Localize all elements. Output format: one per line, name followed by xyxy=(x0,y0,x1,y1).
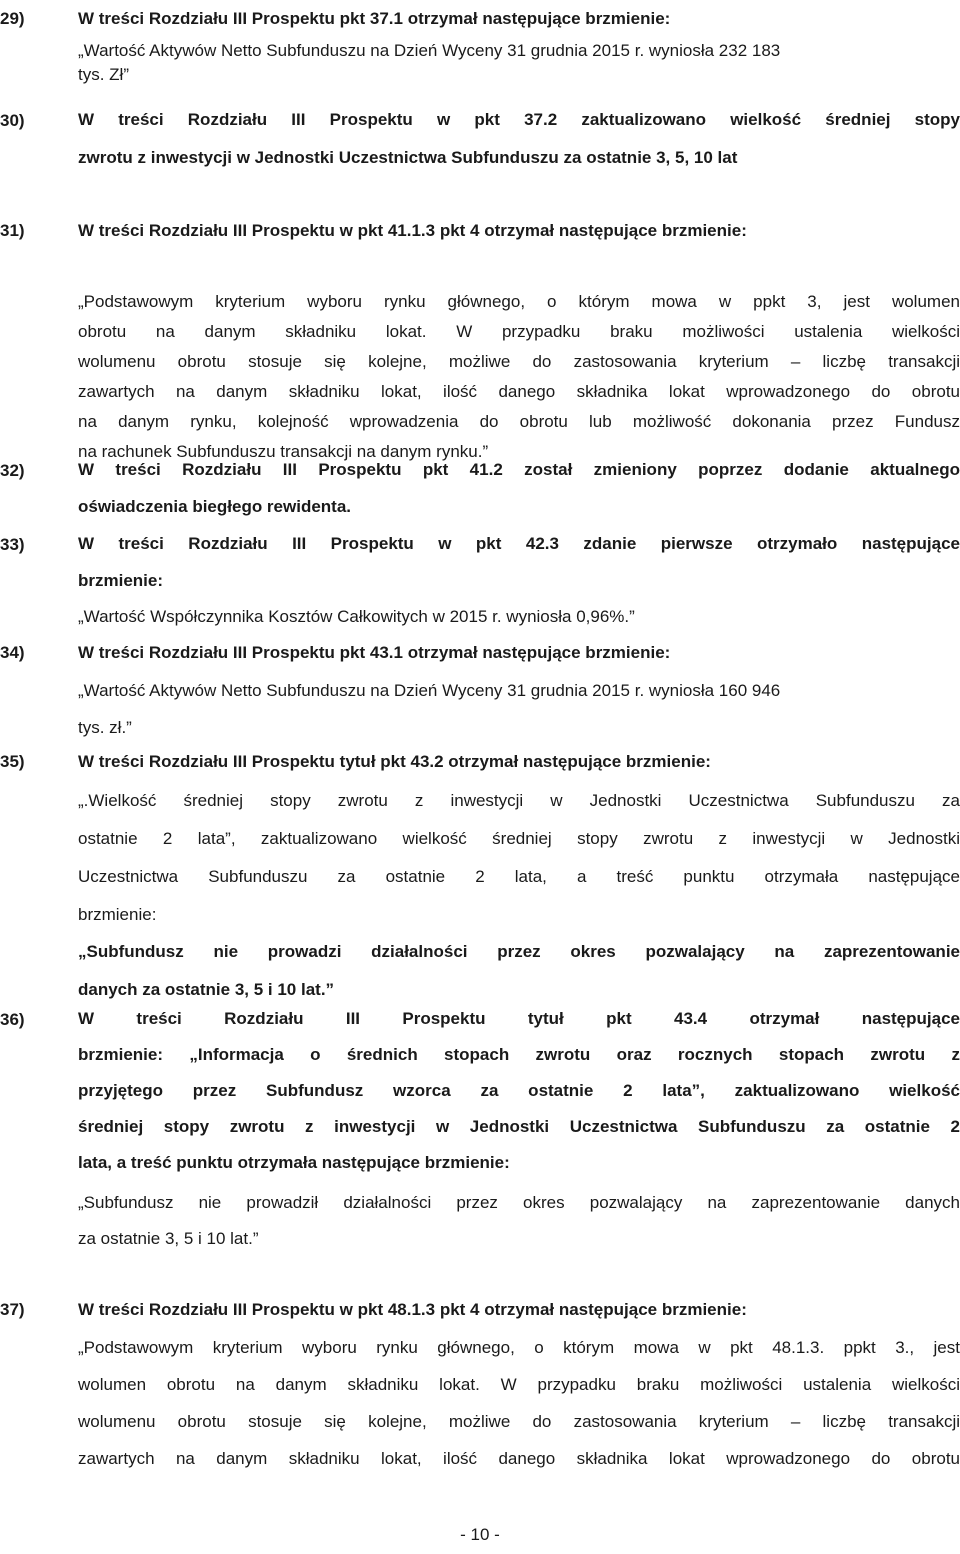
body-line: brzmienie: xyxy=(78,905,157,924)
heading-line: W treści Rozdziału III Prospektu w pkt 37.2 zaktualizowano wielkość średniej stopy xyxy=(78,110,960,129)
item-number: 29) xyxy=(0,9,25,28)
item-heading xyxy=(78,451,960,525)
body-line: na rachunek Subfunduszu transakcji na danym rynku.” xyxy=(78,442,489,461)
heading-line: W treści Rozdziału III Prospektu w pkt 41.1.3 pkt 4 otrzymał następujące brzmienie: xyxy=(78,221,747,240)
item-body xyxy=(78,1185,960,1257)
item-heading xyxy=(78,101,960,177)
heading-line: zwrotu z inwestycji w Jednostki Uczestnictwa Subfunduszu za ostatnie 3, 5, 10 lat xyxy=(78,148,738,167)
heading-line: W treści Rozdziału III Prospektu tytuł pkt 43.2 otrzymał następujące brzmienie: xyxy=(78,752,711,771)
body-line: za ostatnie 3, 5 i 10 lat.” xyxy=(78,1229,259,1248)
body-line: „Podstawowym kryterium wyboru rynku głównego, o którym mowa w pkt 48.1.3. ppkt 3., jest xyxy=(78,1338,960,1357)
body-line: zawartych na danym składniku lokat, ilość danego składnika lokat wprowadzonego do obrotu xyxy=(78,1449,960,1468)
item-body xyxy=(78,782,960,934)
bold-line: danych za ostatnie 3, 5 i 10 lat.” xyxy=(78,980,335,999)
heading-line: oświadczenia biegłego rewidenta. xyxy=(78,497,352,516)
item-body xyxy=(78,607,960,627)
item-heading xyxy=(78,643,960,663)
body-line: Uczestnictwa Subfunduszu za ostatnie 2 lata, a treść punktu otrzymała następujące xyxy=(78,867,960,886)
body-line: „.Wielkość średniej stopy zwrotu z inwestycji w Jednostki Uczestnictwa Subfunduszu za xyxy=(78,791,960,810)
heading-line: W treści Rozdziału III Prospektu w pkt 48.1.3 pkt 4 otrzymał następujące brzmienie: xyxy=(78,1300,747,1319)
item-number: 37) xyxy=(0,1300,25,1319)
heading-line: W treści Rozdziału III Prospektu w pkt 42.3 zdanie pierwsze otrzymało następujące xyxy=(78,534,960,553)
heading-line: średniej stopy zwrotu z inwestycji w Jednostki Uczestnictwa Subfunduszu za ostatnie 2 xyxy=(78,1117,960,1136)
heading-line: W treści Rozdziału III Prospektu pkt 41.2 został zmieniony poprzez dodanie aktualnego xyxy=(78,460,960,479)
item-heading xyxy=(78,221,960,241)
item-number: 36) xyxy=(0,1010,25,1029)
item-number: 34) xyxy=(0,643,25,662)
body-line: ostatnie 2 lata”, zaktualizowano wielkość średniej stopy zwrotu z inwestycji w Jednostki xyxy=(78,829,960,848)
item-number: 31) xyxy=(0,221,25,240)
body-line: „Wartość Aktywów Netto Subfunduszu na Dzień Wyceny 31 grudnia 2015 r. wyniosła 160 946 xyxy=(78,681,781,700)
item-heading xyxy=(78,525,960,599)
body-line: tys. Zł” xyxy=(78,65,129,84)
heading-line: brzmienie: xyxy=(78,571,164,590)
bold-line: „Subfundusz nie prowadzi działalności przez okres pozwalający na zaprezentowanie xyxy=(78,942,960,961)
body-line: na danym rynku, kolejność wprowadzenia do obrotu lub możliwość dokonania przez Fundusz xyxy=(78,412,960,431)
item-heading xyxy=(78,752,960,772)
body-line: „Subfundusz nie prowadził działalności przez okres pozwalający na zaprezentowanie danych xyxy=(78,1193,960,1212)
item-bold-body xyxy=(78,933,960,1009)
body-line: obrotu na danym składniku lokat. W przypadku braku możliwości ustalenia wielkości xyxy=(78,322,960,341)
item-heading xyxy=(78,1001,960,1181)
page-number: - 10 - xyxy=(460,1525,500,1544)
body-line: zawartych na danym składniku lokat, ilość danego składnika lokat wprowadzonego do obrotu xyxy=(78,382,960,401)
heading-line: W treści Rozdziału III Prospektu pkt 43.1 otrzymał następujące brzmienie: xyxy=(78,643,671,662)
body-line: tys. zł.” xyxy=(78,718,132,737)
heading-line: W treści Rozdziału III Prospektu tytuł pkt 43.4 otrzymał następujące xyxy=(78,1009,960,1028)
body-line: wolumen obrotu na danym składniku lokat. W przypadku braku możliwości ustalenia wielkości xyxy=(78,1375,960,1394)
heading-line: W treści Rozdziału III Prospektu pkt 37.1 otrzymał następujące brzmienie: xyxy=(78,9,671,28)
item-body xyxy=(78,39,960,87)
item-number: 32) xyxy=(0,461,25,480)
heading-line: brzmienie: „Informacja o średnich stopach zwrotu oraz rocznych stopach zwrotu z xyxy=(78,1045,960,1064)
body-line: „Wartość Współczynnika Kosztów Całkowitych w 2015 r. wyniosła 0,96%.” xyxy=(78,607,635,626)
item-number: 33) xyxy=(0,535,25,554)
item-body xyxy=(78,1329,960,1477)
item-body xyxy=(78,672,960,746)
item-heading xyxy=(78,1300,960,1320)
heading-line: przyjętego przez Subfundusz wzorca za ostatnie 2 lata”, zaktualizowano wielkość xyxy=(78,1081,960,1100)
heading-line: lata, a treść punktu otrzymała następujące brzmienie: xyxy=(78,1153,510,1172)
body-line: „Wartość Aktywów Netto Subfunduszu na Dzień Wyceny 31 grudnia 2015 r. wyniosła 232 183 xyxy=(78,41,781,60)
body-line: „Podstawowym kryterium wyboru rynku głównego, o którym mowa w ppkt 3, jest wolumen xyxy=(78,292,960,311)
item-heading xyxy=(78,9,960,29)
body-line: wolumenu obrotu stosuje się kolejne, możliwe do zastosowania kryterium – liczbę transakcji xyxy=(78,1412,960,1431)
item-number: 30) xyxy=(0,111,25,130)
item-body xyxy=(78,287,960,467)
body-line: wolumenu obrotu stosuje się kolejne, możliwe do zastosowania kryterium – liczbę transakcji xyxy=(78,352,960,371)
item-number: 35) xyxy=(0,752,25,771)
